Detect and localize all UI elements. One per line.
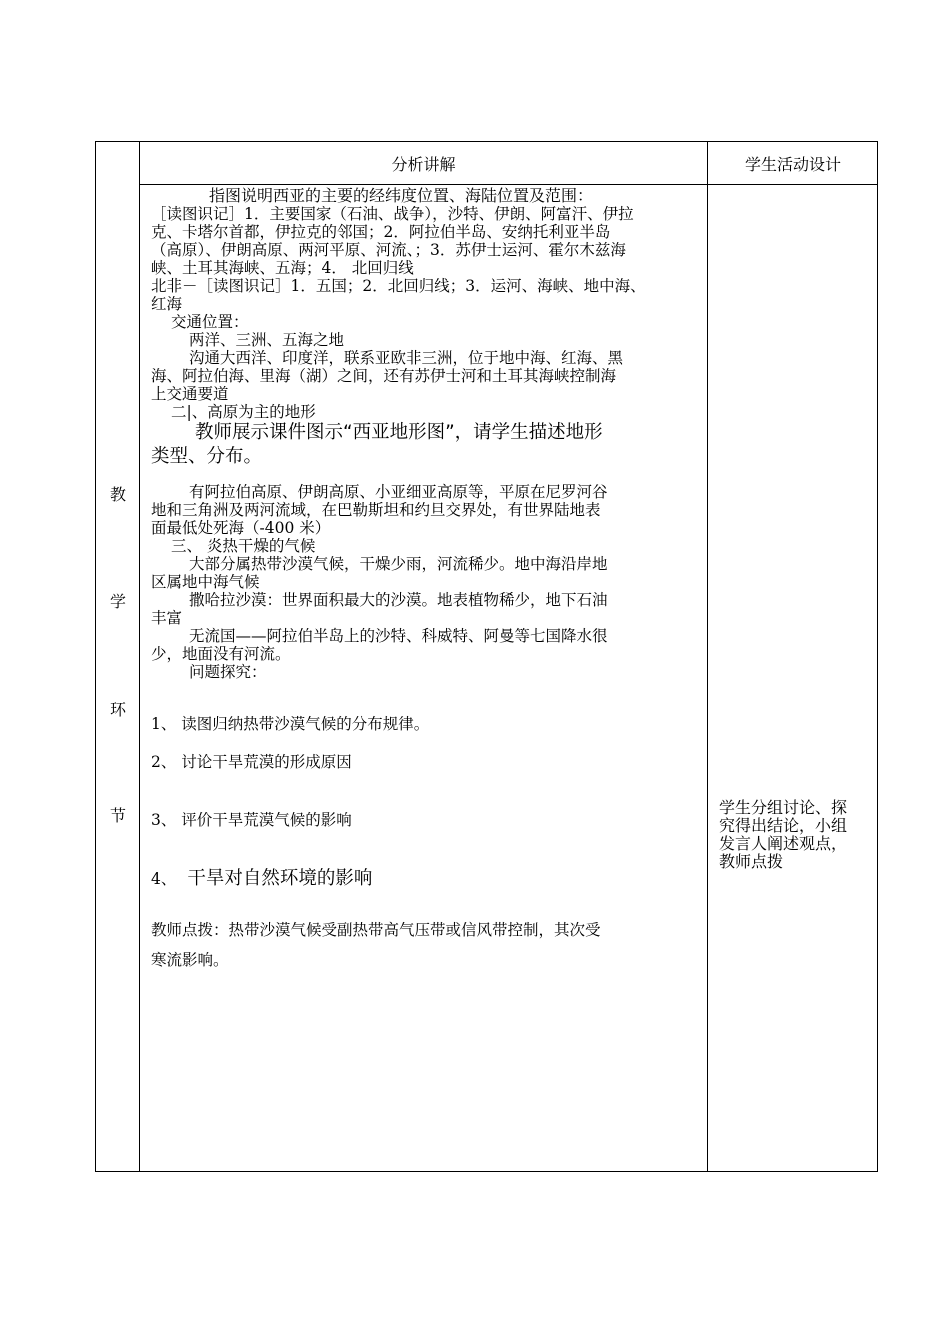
header-student-activity: 学生活动设计 xyxy=(744,155,841,174)
text-line: 撒哈拉沙漠：世界面积最大的沙漠。地表植物稀少，地下石油 xyxy=(189,591,608,609)
table-divider xyxy=(139,142,140,1171)
header-analysis: 分析讲解 xyxy=(391,155,456,174)
analysis-content xyxy=(151,186,701,975)
text-line: （高原）、伊朗高原、两河平原、河流、；3．苏伊士运河、霍尔木兹海 xyxy=(151,241,626,259)
section-heading: 交通位置： xyxy=(171,313,249,331)
student-activity-content xyxy=(719,799,869,871)
text-line: 两洋、三洲、五海之地 xyxy=(189,331,345,349)
text-line: 大部分属热带沙漠气候，干燥少雨，河流稀少。地中海沿岸地 xyxy=(189,555,608,573)
text-line: 沟通大西洋、印度洋，联系亚欧非三洲，位于地中海、红海、黑 xyxy=(189,349,624,367)
lesson-table xyxy=(95,141,878,1172)
text-line: 学生分组讨论、探 xyxy=(719,798,848,817)
question-item: 1、 读图归纳热带沙漠气候的分布规律。 xyxy=(151,715,430,733)
text-line: 发言人阐述观点， xyxy=(719,834,848,853)
section-heading: 二|、高原为主的地形 xyxy=(171,403,316,421)
text-line: ［读图识记］1．主要国家（石油、战争），沙特、伊朗、阿富汗、伊拉 xyxy=(151,205,634,223)
text-line: 海、阿拉伯海、里海（湖）之间，还有苏伊士河和土耳其海峡控制海 xyxy=(151,367,617,385)
teacher-instruction: 类型、分布。 xyxy=(151,446,263,467)
question-item: 3、 评价干旱荒漠气候的影响 xyxy=(151,811,352,829)
table-divider xyxy=(707,142,708,1171)
text-line: 教师点拨 xyxy=(719,852,784,871)
text-line: 无流国——阿拉伯半岛上的沙特、科威特、阿曼等七国降水很 xyxy=(189,627,608,645)
side-label-char: 教 xyxy=(109,485,126,504)
section-heading: 问题探究： xyxy=(189,663,267,681)
text-line: 克、卡塔尔首都，伊拉克的邻国；2．阿拉伯半岛、安纳托利亚半岛 xyxy=(151,223,611,241)
text-line: 北非－［读图识记］1．五国；2．北回归线；3．运河、海峡、地中海、 xyxy=(151,277,646,295)
text-line: 红海 xyxy=(151,295,183,313)
text-line: 上交通要道 xyxy=(151,385,229,403)
section-heading: 三、 炎热干燥的气候 xyxy=(171,537,316,555)
text-line: 峡、土耳其海峡、五海；4． 北回归线 xyxy=(151,259,414,277)
teacher-note: 寒流影响。 xyxy=(151,951,229,969)
question-item: 2、 讨论干旱荒漠的形成原因 xyxy=(151,753,352,771)
text-line: 究得出结论，小组 xyxy=(719,816,848,835)
text-line: 面最低处死海（-400 米） xyxy=(151,519,331,537)
side-label-char: 节 xyxy=(109,806,126,825)
text-line: 地和三角洲及两河流域，在巴勒斯坦和约旦交界处，有世界陆地表 xyxy=(151,501,601,519)
side-label-char: 学 xyxy=(109,592,126,611)
text-line: 有阿拉伯高原、伊朗高原、小亚细亚高原等，平原在尼罗河谷 xyxy=(189,483,608,501)
teacher-note: 教师点拨：热带沙漠气候受副热带高气压带或信风带控制，其次受 xyxy=(151,921,601,939)
text-line: 少，地面没有河流。 xyxy=(151,645,291,663)
question-text: 干旱对自然环境的影响 xyxy=(187,868,373,889)
question-number: 4、 xyxy=(151,870,177,888)
intro-line: 指图说明西亚的主要的经纬度位置、海陆位置及范围： xyxy=(209,186,594,205)
question-item xyxy=(151,867,701,891)
text-line: 区属地中海气候 xyxy=(151,573,260,591)
text-line: 丰富 xyxy=(151,609,183,627)
teacher-instruction: 教师展示课件图示“西亚地形图”，请学生描述地形 xyxy=(195,422,603,443)
side-label-char: 环 xyxy=(109,700,126,719)
